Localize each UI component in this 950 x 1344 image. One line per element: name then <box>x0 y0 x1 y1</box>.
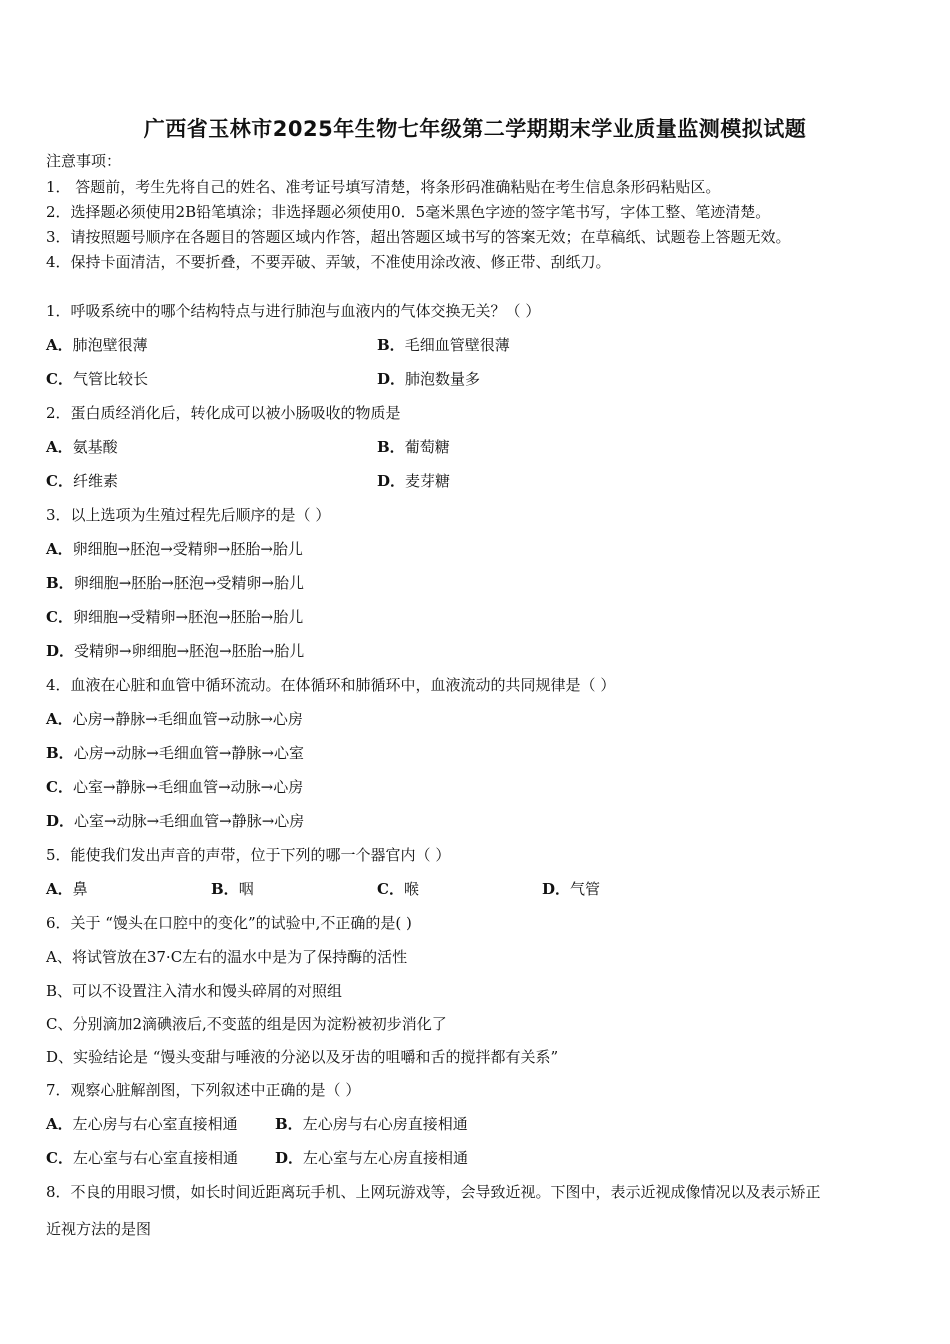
question-stem: 5．能使我们发出声音的声带，位于下列的哪一个器官内（ ） <box>46 846 451 864</box>
option-a[interactable]: A．肺泡壁很薄 <box>46 336 148 354</box>
option-d[interactable]: D、实验结论是 “馒头变甜与唾液的分泌以及牙齿的咀嚼和舌的搅拌都有关系” <box>46 1048 559 1066</box>
option-a[interactable]: A．卵细胞→胚泡→受精卵→胚胎→胎儿 <box>46 540 303 558</box>
option-c[interactable]: C．心室→静脉→毛细血管→动脉→心房 <box>46 778 304 796</box>
option-c[interactable]: C．左心室与右心室直接相通 <box>46 1149 238 1167</box>
option-b[interactable]: B、可以不设置注入清水和馒头碎屑的对照组 <box>46 982 343 1000</box>
option-a[interactable]: A、将试管放在37·C左右的温水中是为了保持酶的活性 <box>46 948 408 966</box>
option-b[interactable]: B．咽 <box>211 880 254 898</box>
option-d[interactable]: D．气管 <box>542 880 601 898</box>
option-c[interactable]: C．喉 <box>377 880 419 898</box>
option-a[interactable]: A．鼻 <box>46 880 88 898</box>
option-b[interactable]: B．卵细胞→胚胎→胚泡→受精卵→胎儿 <box>46 574 304 592</box>
option-b[interactable]: B．心房→动脉→毛细血管→静脉→心室 <box>46 744 304 762</box>
notice-heading: 注意事项： <box>46 152 122 170</box>
question-stem-continued: 近视方法的是图 <box>46 1220 152 1238</box>
page-title: 广西省玉林市2025年生物七年级第二学期期末学业质量监测模拟试题 <box>143 117 807 141</box>
question-stem: 2．蛋白质经消化后，转化成可以被小肠吸收的物质是 <box>46 404 401 422</box>
option-d[interactable]: D．受精卵→卵细胞→胚泡→胚胎→胎儿 <box>46 642 305 660</box>
question-stem: 1．呼吸系统中的哪个结构特点与进行肺泡与血液内的气体交换无关？（ ） <box>46 302 541 320</box>
option-a[interactable]: A．氨基酸 <box>46 438 118 456</box>
question-stem: 8．不良的用眼习惯，如长时间近距离玩手机、上网玩游戏等，会导致近视。下图中，表示近视成像情况以及表示矫正 <box>46 1183 821 1201</box>
option-a[interactable]: A．心房→静脉→毛细血管→动脉→心房 <box>46 710 303 728</box>
question-stem: 7．观察心脏解剖图，下列叙述中正确的是（ ） <box>46 1081 361 1099</box>
option-b[interactable]: B．葡萄糖 <box>377 438 450 456</box>
option-c[interactable]: C．卵细胞→受精卵→胚泡→胚胎→胎儿 <box>46 608 304 626</box>
option-a[interactable]: A．左心房与右心室直接相通 <box>46 1115 238 1133</box>
option-d[interactable]: D．心室→动脉→毛细血管→静脉→心房 <box>46 812 305 830</box>
notice-item: 1． 答题前，考生先将自己的姓名、准考证号填写清楚，将条形码准确粘贴在考生信息条形码粘贴区。 <box>46 178 721 196</box>
option-c[interactable]: C．气管比较长 <box>46 370 148 388</box>
option-c[interactable]: C．纤维素 <box>46 472 118 490</box>
option-d[interactable]: D．左心室与左心房直接相通 <box>275 1149 469 1167</box>
notice-item: 3．请按照题号顺序在各题目的答题区域内作答，超出答题区域书写的答案无效；在草稿纸、试题卷上答题无效。 <box>46 228 791 246</box>
option-b[interactable]: B．左心房与右心房直接相通 <box>275 1115 468 1133</box>
question-stem: 3．以上选项为生殖过程先后顺序的是（ ） <box>46 506 331 524</box>
notice-item: 4．保持卡面清洁，不要折叠，不要弄破、弄皱，不准使用涂改液、修正带、刮纸刀。 <box>46 253 611 271</box>
option-b[interactable]: B．毛细血管壁很薄 <box>377 336 510 354</box>
option-d[interactable]: D．麦芽糖 <box>377 472 451 490</box>
option-d[interactable]: D．肺泡数量多 <box>377 370 481 388</box>
question-stem: 4．血液在心脏和血管中循环流动。在体循环和肺循环中，血液流动的共同规律是（ ） <box>46 676 616 694</box>
option-c[interactable]: C、分别滴加2滴碘液后,不变蓝的组是因为淀粉被初步消化了 <box>46 1015 447 1033</box>
notice-item: 2．选择题必须使用2B铅笔填涂；非选择题必须使用0．5毫米黑色字迹的签字笔书写，字体工整、笔迹清楚。 <box>46 203 771 221</box>
question-stem: 6．关于 “馒头在口腔中的变化”的试验中,不正确的是( ) <box>46 914 412 932</box>
